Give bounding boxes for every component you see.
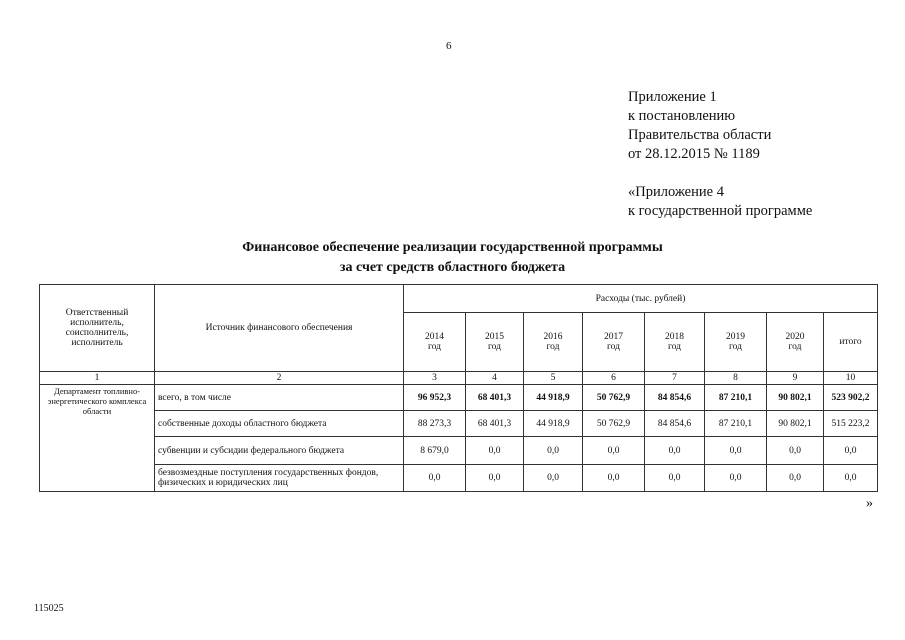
column-number: 9	[767, 372, 824, 385]
footer-code: 115025	[34, 603, 64, 614]
value-cell: 0,0	[767, 465, 824, 492]
value-cell: 0,0	[404, 465, 466, 492]
column-number: 7	[645, 372, 705, 385]
page-number: 6	[446, 40, 452, 52]
value-cell: 44 918,9	[524, 385, 583, 411]
header-year: 2020 год	[767, 313, 824, 372]
value-cell: 0,0	[524, 465, 583, 492]
value-cell: 68 401,3	[466, 385, 524, 411]
header-executor: Ответственный исполнитель, соисполнитель, исполнитель	[40, 285, 155, 372]
value-cell: 0,0	[583, 465, 645, 492]
appendix-gap	[628, 164, 812, 183]
column-number: 6	[583, 372, 645, 385]
total-cell: 523 902,2	[824, 385, 878, 411]
value-cell: 87 210,1	[705, 411, 767, 437]
title-line-2: за счет средств областного бюджета	[339, 260, 566, 275]
value-cell: 0,0	[583, 437, 645, 465]
appendix-line: «Приложение 4	[628, 184, 724, 200]
column-number: 5	[524, 372, 583, 385]
budget-table	[39, 284, 878, 492]
table-row	[40, 437, 878, 465]
appendix-line: от 28.12.2015 № 1189	[628, 146, 760, 162]
header-year: 2019 год	[705, 313, 767, 372]
total-cell: 0,0	[824, 437, 878, 465]
header-year: 2014 год	[404, 313, 466, 372]
value-cell: 84 854,6	[645, 411, 705, 437]
value-cell: 68 401,3	[466, 411, 524, 437]
column-number: 2	[155, 372, 404, 385]
appendix-note	[628, 88, 812, 221]
source-cell: всего, в том числе	[155, 385, 404, 411]
header-expenses: Расходы (тыс. рублей)	[404, 285, 878, 313]
column-number: 4	[466, 372, 524, 385]
header-year: 2018 год	[645, 313, 705, 372]
appendix-line: к постановлению	[628, 108, 736, 124]
table-row	[40, 411, 878, 437]
closing-quote: »	[866, 496, 873, 511]
title-line-1: Финансовое обеспечение реализации государственной программы	[242, 240, 663, 255]
value-cell: 0,0	[524, 437, 583, 465]
value-cell: 0,0	[466, 437, 524, 465]
value-cell: 50 762,9	[583, 411, 645, 437]
executor-cell: Департамент топливно-энергетического комплекса области	[40, 385, 155, 492]
table-row	[40, 385, 878, 411]
value-cell: 8 679,0	[404, 437, 466, 465]
value-cell: 0,0	[705, 437, 767, 465]
column-number: 1	[40, 372, 155, 385]
table-row	[40, 465, 878, 492]
header-year: 2016 год	[524, 313, 583, 372]
value-cell: 84 854,6	[645, 385, 705, 411]
value-cell: 0,0	[645, 437, 705, 465]
total-cell: 0,0	[824, 465, 878, 492]
appendix-line: Приложение 1	[628, 89, 717, 105]
header-year: 2015 год	[466, 313, 524, 372]
value-cell: 50 762,9	[583, 385, 645, 411]
value-cell: 44 918,9	[524, 411, 583, 437]
source-cell: собственные доходы областного бюджета	[155, 411, 404, 437]
value-cell: 0,0	[767, 437, 824, 465]
source-cell: субвенции и субсидии федерального бюджета	[155, 437, 404, 465]
column-number: 10	[824, 372, 878, 385]
column-number: 8	[705, 372, 767, 385]
document-title	[0, 238, 905, 278]
value-cell: 96 952,3	[404, 385, 466, 411]
source-cell: безвозмездные поступления государственных фондов, физических и юридических лиц	[155, 465, 404, 492]
value-cell: 87 210,1	[705, 385, 767, 411]
value-cell: 0,0	[645, 465, 705, 492]
header-source: Источник финансового обеспечения	[155, 285, 404, 372]
total-cell: 515 223,2	[824, 411, 878, 437]
column-number: 3	[404, 372, 466, 385]
appendix-line: Правительства области	[628, 127, 772, 143]
value-cell: 0,0	[466, 465, 524, 492]
appendix-line: к государственной программе	[628, 203, 813, 219]
value-cell: 88 273,3	[404, 411, 466, 437]
value-cell: 90 802,1	[767, 411, 824, 437]
value-cell: 90 802,1	[767, 385, 824, 411]
value-cell: 0,0	[705, 465, 767, 492]
header-year: 2017 год	[583, 313, 645, 372]
header-total: итого	[824, 313, 878, 372]
